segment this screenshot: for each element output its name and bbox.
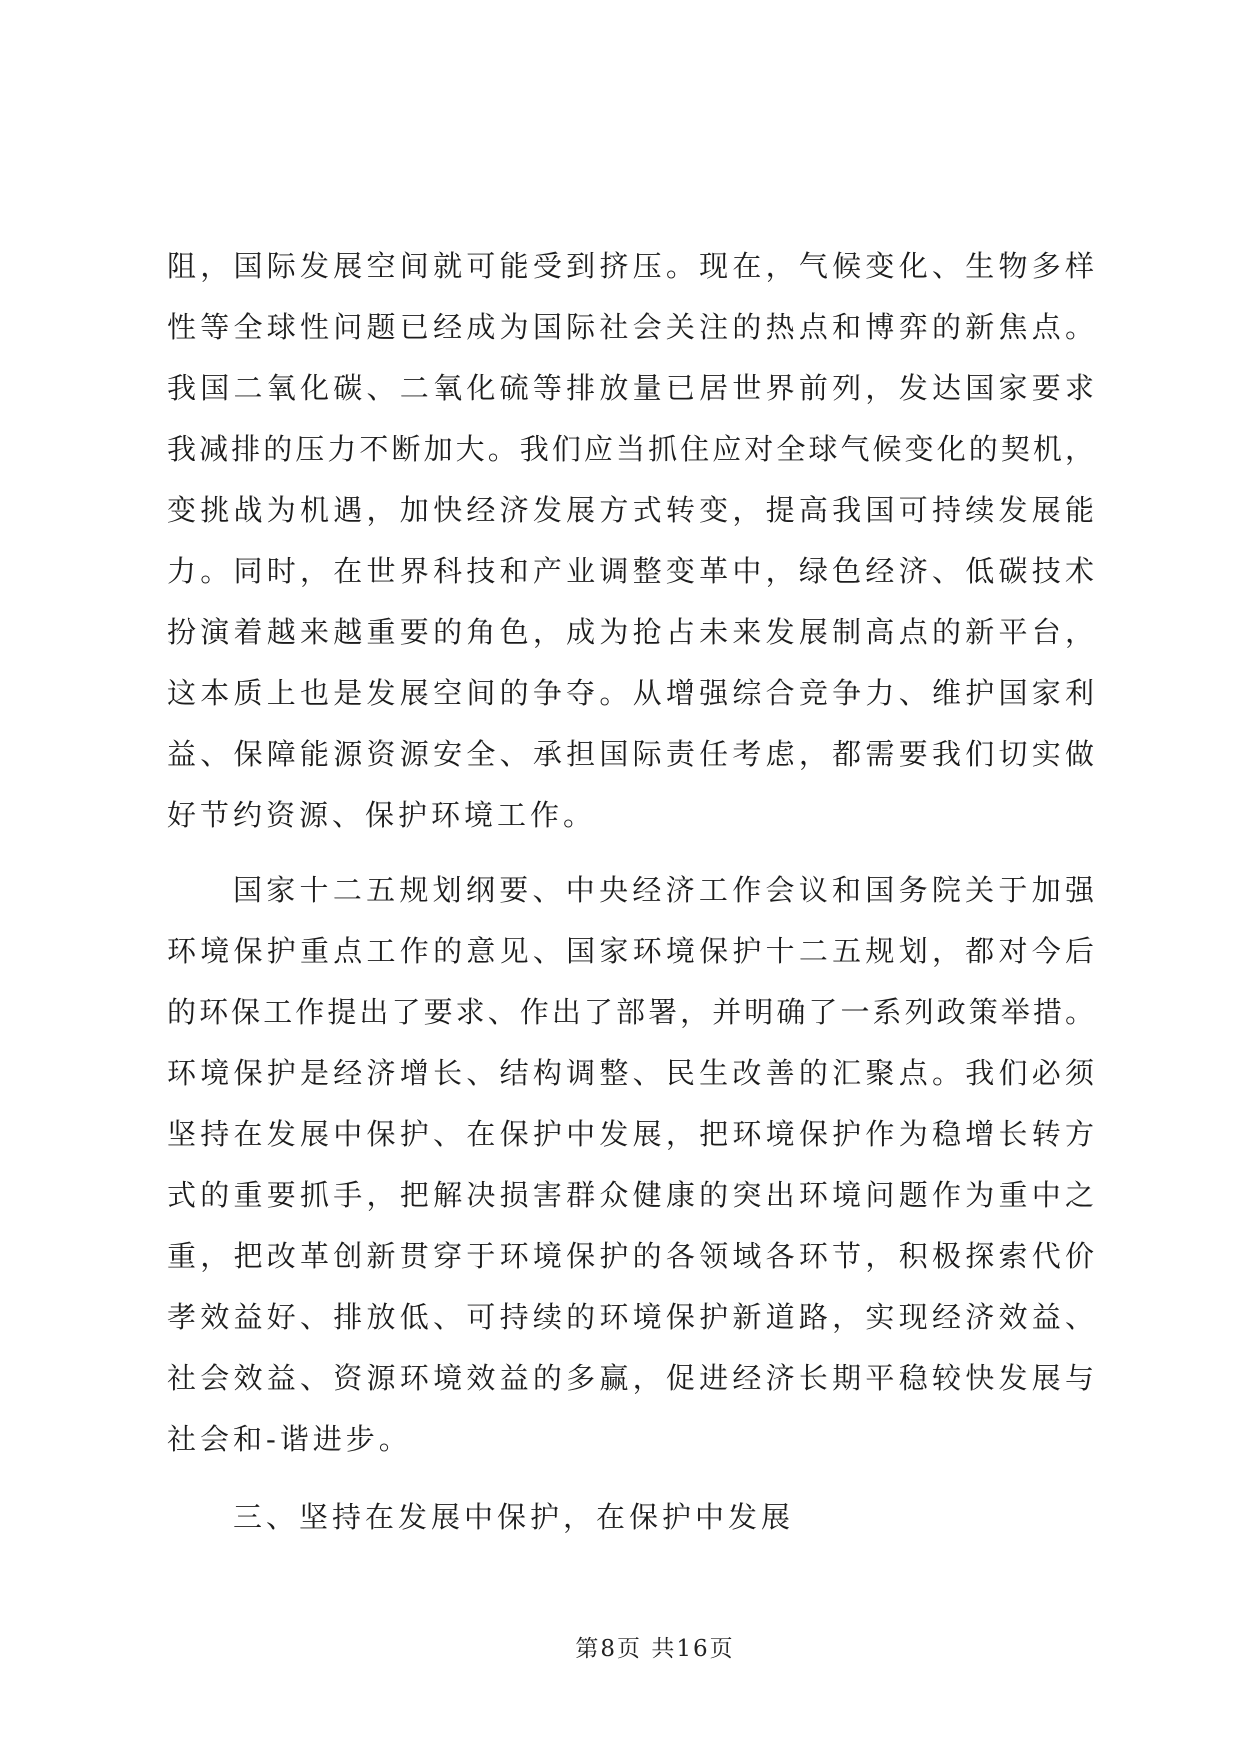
text-line: 我国二氧化碳、二氧化硫等排放量已居世界前列，发达国家要求 <box>167 371 1094 405</box>
text-line: 的环保工作提出了要求、作出了部署，并明确了一系列政策举措。 <box>167 995 1094 1029</box>
text-line: 变挑战为机遇，加快经济发展方式转变，提高我国可持续发展能 <box>167 493 1094 527</box>
page-footer: 第8页 共16页 <box>575 1636 735 1662</box>
section-heading-block <box>167 1487 1094 1548</box>
paragraph-2 <box>167 860 1094 1470</box>
section-heading: 三、坚持在发展中保护，在保护中发展 <box>233 1500 795 1534</box>
text-line: 坚持在发展中保护、在保护中发展，把环境保护作为稳增长转方 <box>167 1117 1094 1151</box>
text-line: 式的重要抓手，把解决损害群众健康的突出环境问题作为重中之 <box>167 1178 1094 1212</box>
text-line: 扮演着越来越重要的角色，成为抢占未来发展制高点的新平台， <box>167 615 1094 649</box>
text-line: 阻，国际发展空间就可能受到挤压。现在，气候变化、生物多样 <box>167 249 1094 283</box>
paragraph-1 <box>167 236 1094 846</box>
text-line: 重，把改革创新贯穿于环境保护的各领域各环节，积极探索代价 <box>167 1239 1094 1273</box>
text-line: 环境保护重点工作的意见、国家环境保护十二五规划，都对今后 <box>167 934 1094 968</box>
text-line: 社会效益、资源环境效益的多赢，促进经济长期平稳较快发展与 <box>167 1361 1094 1395</box>
text-line: 性等全球性问题已经成为国际社会关注的热点和博弈的新焦点。 <box>167 310 1094 344</box>
text-line: 这本质上也是发展空间的争夺。从增强综合竞争力、维护国家利 <box>167 676 1094 710</box>
text-line: 我减排的压力不断加大。我们应当抓住应对全球气候变化的契机， <box>167 432 1094 466</box>
text-line: 国家十二五规划纲要、中央经济工作会议和国务院关于加强 <box>233 873 1094 907</box>
text-line: 环境保护是经济增长、结构调整、民生改善的汇聚点。我们必须 <box>167 1056 1094 1090</box>
text-line: 好节约资源、保护环境工作。 <box>167 798 597 832</box>
text-line: 益、保障能源资源安全、承担国际责任考虑，都需要我们切实做 <box>167 737 1094 771</box>
text-line: 社会和-谐进步。 <box>167 1422 412 1456</box>
text-line: 孝效益好、排放低、可持续的环境保护新道路，实现经济效益、 <box>167 1300 1094 1334</box>
text-line: 力。同时，在世界科技和产业调整变革中，绿色经济、低碳技术 <box>167 554 1094 588</box>
